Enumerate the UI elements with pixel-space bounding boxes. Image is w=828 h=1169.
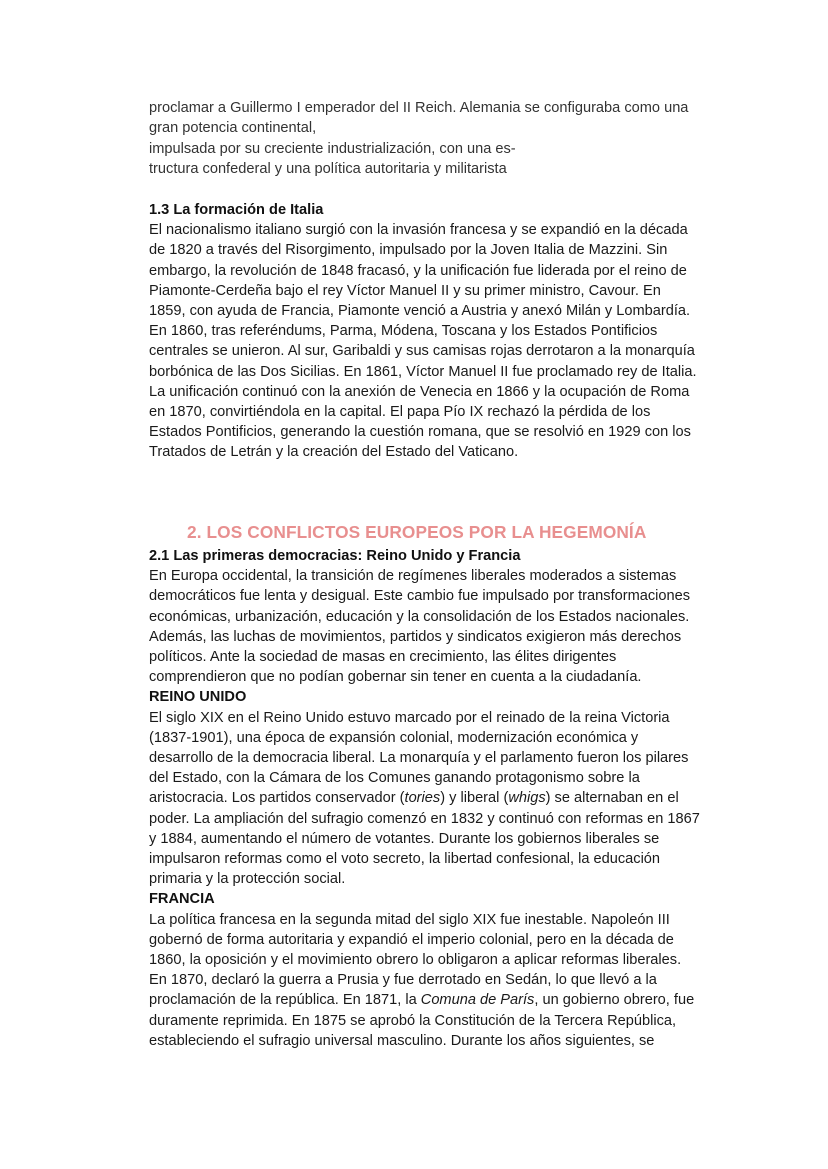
paragraph-line: embargo, la revolución de 1848 fracasó, y la unificación fue liderada por el reino de: [149, 262, 687, 279]
intro-line: tructura confederal y una política autoritaria y militarista: [149, 161, 507, 178]
paragraph-line: democráticos fue lenta y desigual. Este cambio fue impulsado por transformaciones: [149, 588, 691, 605]
paragraph-line: Tratados de Letrán y la creación del Estado del Vaticano.: [149, 444, 519, 461]
paragraph-line: en 1870, convirtiéndola en la capital. El papa Pío IX rechazó la pérdida de los: [149, 404, 651, 421]
paragraph-line: El nacionalismo italiano surgió con la invasión francesa y se expandió en la década: [149, 222, 688, 239]
paragraph-line: políticos. Ante la sociedad de masas en crecimiento, las élites dirigentes: [149, 649, 617, 666]
paragraph-line-mixed: [149, 788, 739, 808]
paragraph-line: impulsaron reformas como el voto secreto, la libertad confesional, la educación: [149, 851, 661, 868]
paragraph-line: En Europa occidental, la transición de regímenes liberales moderados a sistemas: [149, 568, 677, 585]
text-run: , un gobierno obrero, fue: [534, 992, 695, 1009]
paragraph-line: del Estado, con la Cámara de los Comunes ganando protagonismo sobre la: [149, 770, 640, 787]
uk-heading: REINO UNIDO: [149, 689, 247, 706]
paragraph-line: (1837-1901), una época de expansión colonial, modernización económica y: [149, 729, 639, 746]
paragraph-line: El siglo XIX en el Reino Unido estuvo marcado por el reinado de la reina Victoria: [149, 709, 670, 726]
whigs-term: whigs: [508, 790, 546, 807]
text-run: ) se alternaban en el: [545, 790, 679, 807]
paragraph-line-mixed: [149, 990, 739, 1010]
paragraph-line: La unificación continuó con la anexión de Venecia en 1866 y la ocupación de Roma: [149, 383, 690, 400]
section-2-1: [149, 546, 739, 1051]
section-1-3-heading: 1.3 La formación de Italia: [149, 202, 324, 218]
comuna-term: Comuna de París: [420, 992, 535, 1009]
intro-paragraph: [149, 98, 739, 180]
paragraph-line: En 1870, declaró la guerra a Prusia y fue derrotado en Sedán, lo que llevó a la: [149, 972, 657, 989]
paragraph-line: de 1820 a través del Risorgimento, impulsado por la Joven Italia de Mazzini. Sin: [149, 242, 668, 259]
paragraph-line: 1860, la oposición y el movimiento obrero lo obligaron a aplicar reformas liberales.: [149, 952, 682, 969]
text-run: aristocracia. Los partidos conservador (: [149, 790, 405, 807]
text-run: ) y liberal (: [440, 790, 509, 807]
paragraph-line: 1859, con ayuda de Francia, Piamonte venció a Austria y anexó Milán y Lombardía.: [149, 303, 691, 320]
paragraph-line: comprendieron que no podían gobernar sin tener en cuenta a la ciudadanía.: [149, 669, 642, 686]
paragraph-line: estableciendo el sufragio universal masculino. Durante los años siguientes, se: [149, 1032, 655, 1049]
section-2-1-heading: 2.1 Las primeras democracias: Reino Unido y Francia: [149, 548, 521, 564]
paragraph-line: La política francesa en la segunda mitad del siglo XIX fue inestable. Napoleón III: [149, 911, 670, 928]
paragraph-line: borbónica de las Dos Sicilias. En 1861, Víctor Manuel II fue proclamado rey de Italia.: [149, 363, 697, 380]
paragraph-line: En 1860, tras referéndums, Parma, Módena, Toscana y los Estados Pontificios: [149, 323, 658, 340]
france-heading: FRANCIA: [149, 891, 215, 908]
paragraph-line: primaria y la protección social.: [149, 871, 346, 888]
paragraph-line: duramente reprimida. En 1875 se aprobó la Constitución de la Tercera República,: [149, 1012, 677, 1029]
intro-line: gran potencia continental,: [149, 120, 317, 137]
section-1-3: [149, 200, 739, 463]
tories-term: tories: [404, 790, 441, 807]
paragraph-line: Piamonte-Cerdeña bajo el rey Víctor Manuel II y su primer ministro, Cavour. En: [149, 282, 661, 299]
paragraph-line: gobernó de forma autoritaria y expandió el imperio colonial, pero en la década de: [149, 931, 674, 948]
paragraph-line: poder. La ampliación del sufragio comenzó en 1832 y continuó con reformas en 1867: [149, 810, 700, 827]
intro-line: proclamar a Guillermo I emperador del II Reich. Alemania se configuraba como una: [149, 100, 689, 116]
section-2-title: 2. LOS CONFLICTOS EUROPEOS POR LA HEGEMONÍA: [187, 522, 647, 542]
paragraph-line: desarrollo de la democracia liberal. La monarquía y el parlamento fueron los pilares: [149, 750, 689, 767]
intro-line: impulsada por su creciente industrialización, con una es-: [149, 140, 516, 157]
paragraph-line: y 1884, aumentando el número de votantes. Durante los gobiernos liberales se: [149, 830, 660, 847]
paragraph-line: Estados Pontificios, generando la cuestión romana, que se resolvió en 1929 con los: [149, 424, 691, 441]
paragraph-line: económicas, urbanización, educación y la consolidación de los Estados nacionales.: [149, 608, 690, 625]
text-run: proclamación de la república. En 1871, la: [149, 992, 421, 1009]
paragraph-line: Además, las luchas de movimientos, partidos y sindicatos exigieron más derechos: [149, 628, 682, 645]
paragraph-line: centrales se unieron. Al sur, Garibaldi y sus camisas rojas derrotaron a la monarquía: [149, 343, 695, 360]
